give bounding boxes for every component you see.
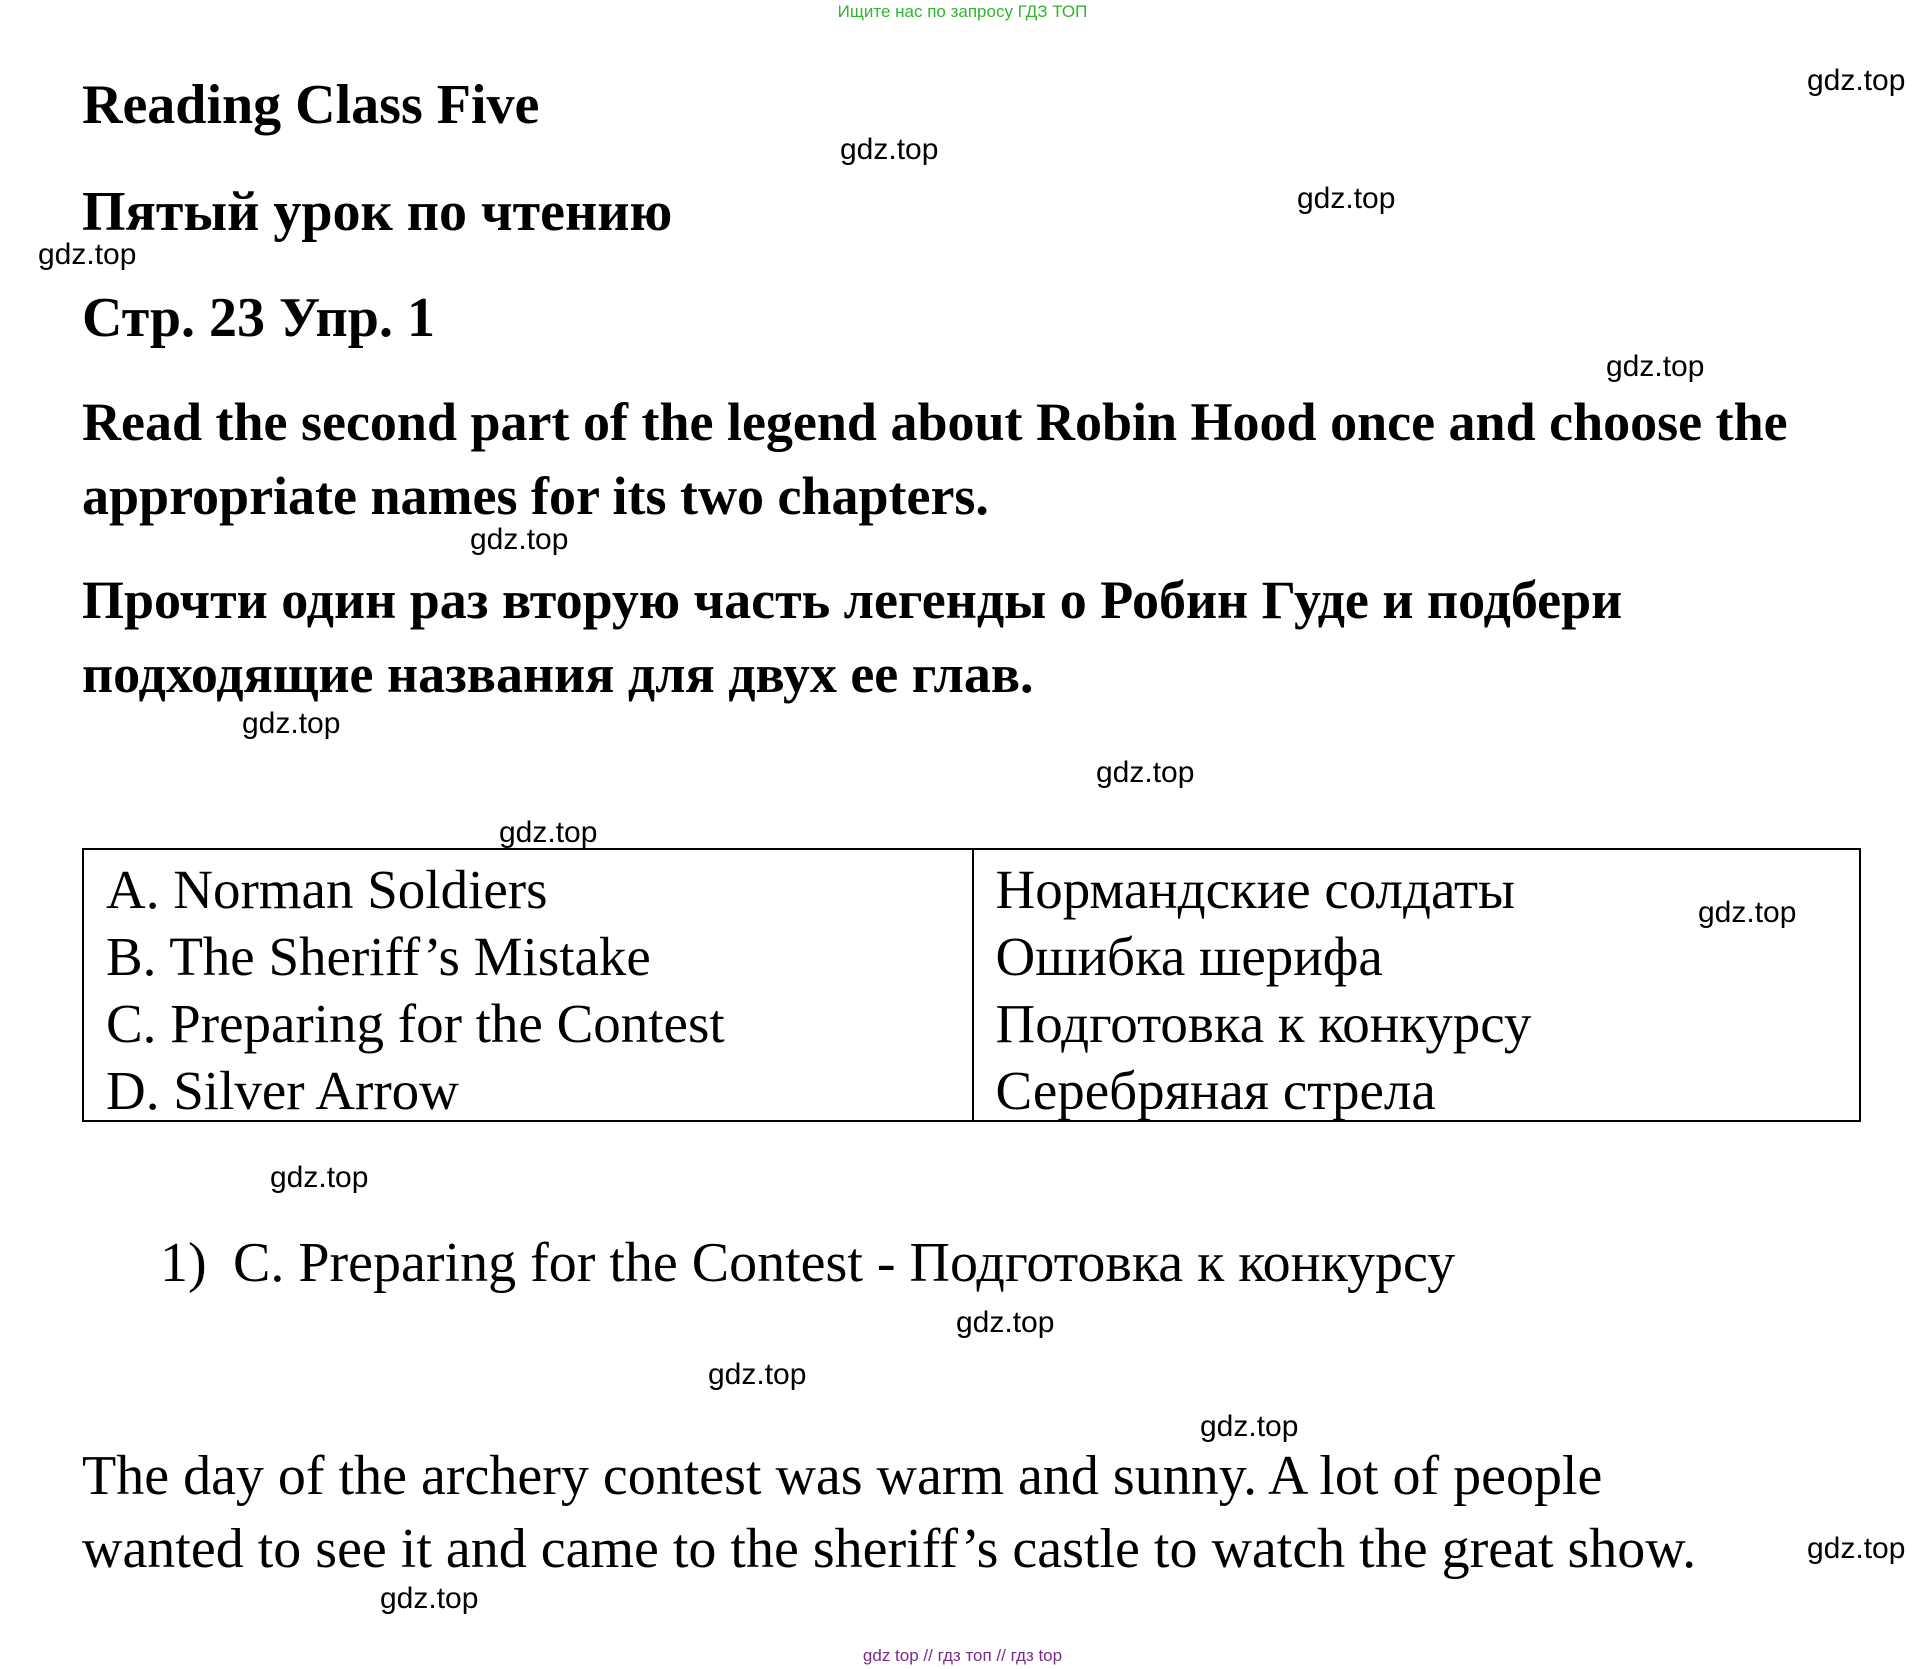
watermark: gdz.top	[708, 1358, 807, 1391]
instruction-russian: Прочти один раз вторую часть легенды о Робин Гуде и подбери подходящие названия для двух ее глав.	[82, 570, 1623, 704]
instruction-english: Read the second part of the legend about Robin Hood once and choose the appropriate names for its two chapters.	[82, 392, 1788, 526]
russian-name-a: Нормандские солдаты	[995, 859, 1515, 920]
watermark: gdz.top	[38, 238, 137, 271]
answer-number: 1)	[160, 1232, 207, 1294]
watermark: gdz.top	[1297, 182, 1396, 215]
english-name-b: B. The Sheriff’s Mistake	[106, 926, 651, 987]
story-line-1: The day of the archery contest was warm and sunny. A lot of people	[82, 1445, 1603, 1507]
top-search-note: Ищите нас по запросу ГДЗ ТОП	[837, 2, 1088, 21]
russian-name-b: Ошибка шерифа	[995, 926, 1383, 987]
watermark: gdz.top	[499, 816, 598, 849]
russian-names-column	[972, 850, 1860, 1120]
russian-name-d: Серебряная стрела	[995, 1060, 1436, 1121]
russian-name-c: Подготовка к конкурсу	[995, 993, 1532, 1054]
watermark: gdz.top	[1200, 1410, 1299, 1443]
heading-english: Reading Class Five	[82, 74, 540, 136]
watermark: gdz.top	[380, 1582, 479, 1615]
answer-line	[160, 1230, 1455, 1296]
chapter-names-table	[82, 848, 1861, 1122]
watermark: gdz.top	[242, 707, 341, 740]
footer-links: gdz top // гдз топ // гдз top	[862, 1646, 1063, 1665]
page-reference: Стр. 23 Упр. 1	[82, 287, 435, 349]
answer-text: C. Preparing for the Contest - Подготовка к конкурсу	[233, 1232, 1456, 1294]
story-line-2: wanted to see it and came to the sheriff’s castle to watch the great show.	[82, 1518, 1697, 1580]
watermark: gdz.top	[1606, 350, 1705, 383]
watermark: gdz.top	[1698, 896, 1797, 929]
english-name-c: C. Preparing for the Contest	[106, 993, 725, 1054]
story-paragraph	[82, 1440, 1696, 1586]
watermark: gdz.top	[1096, 756, 1195, 789]
watermark: gdz.top	[840, 133, 939, 166]
heading-russian: Пятый урок по чтению	[82, 181, 673, 243]
english-name-d: D. Silver Arrow	[106, 1060, 459, 1121]
english-name-a: A. Norman Soldiers	[106, 859, 548, 920]
english-names-column	[84, 850, 972, 1120]
watermark: gdz.top	[1807, 64, 1906, 97]
watermark: gdz.top	[1807, 1532, 1906, 1565]
watermark: gdz.top	[270, 1161, 369, 1194]
watermark: gdz.top	[956, 1306, 1055, 1339]
watermark: gdz.top	[470, 523, 569, 556]
